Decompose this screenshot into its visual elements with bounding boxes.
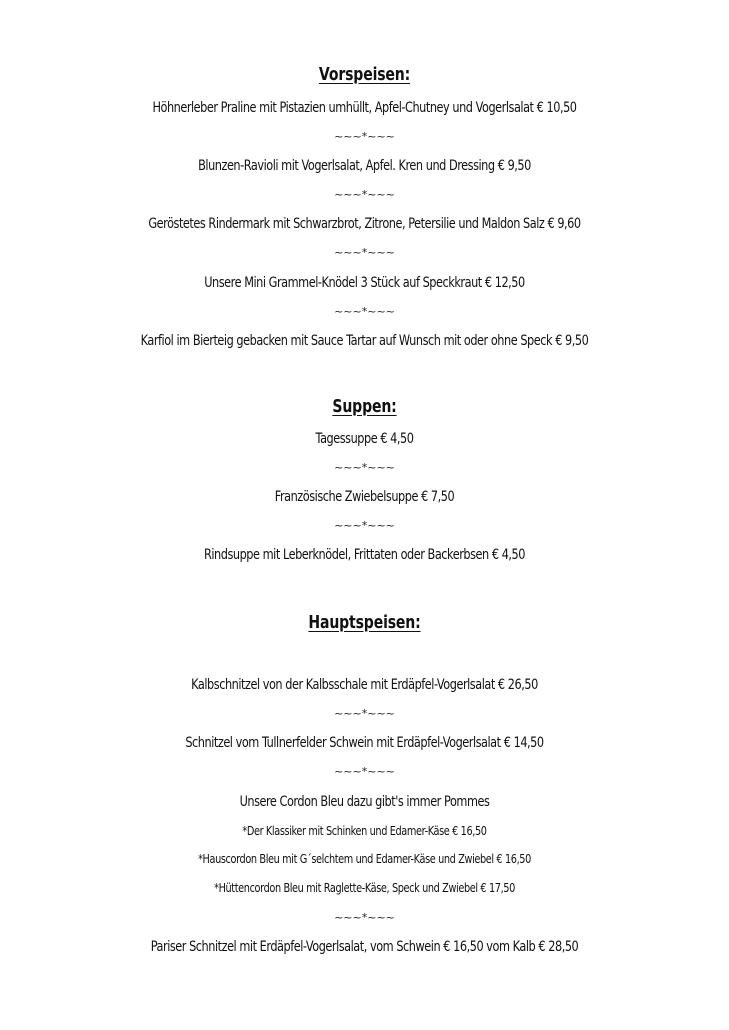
menu-item: Französische Zwiebelsuppe € 7,50 [274,489,455,505]
menu-item: Karfiol im Bierteig gebacken mit Sauce Tartar auf Wunsch mit oder ohne Speck € 9,50 [140,333,589,349]
separator: ~~~*~~~ [334,519,395,532]
separator: ~~~*~~~ [334,765,395,778]
heading-suppen: Suppen: [332,396,397,417]
menu-item: Tagessuppe € 4,50 [315,431,414,447]
separator: ~~~*~~~ [334,246,395,259]
menu-item: Unsere Cordon Bleu dazu gibt's immer Pommes [239,794,490,810]
menu-item: Schnitzel vom Tullnerfelder Schwein mit Erdäpfel-Vogerlsalat € 14,50 [185,735,544,751]
menu-item: Pariser Schnitzel mit Erdäpfel-Vogerlsalat, vom Schwein € 16,50 vom Kalb € 28,50 [150,939,579,955]
heading-hauptspeisen: Hauptspeisen: [308,612,421,633]
separator: ~~~*~~~ [334,305,395,318]
menu-item: Blunzen-Ravioli mit Vogerlsalat, Apfel. Kren und Dressing € 9,50 [198,158,531,174]
menu-subitem: *Hauscordon Bleu mit G´selchtem und Edamer-Käse und Zwiebel € 16,50 [198,851,531,866]
menu-item: Rindsuppe mit Leberknödel, Frittaten oder Backerbsen € 4,50 [203,547,526,563]
menu-subitem: *Hüttencordon Bleu mit Raglette-Käse, Speck und Zwiebel € 17,50 [214,880,515,895]
separator: ~~~*~~~ [334,130,395,143]
menu-item: Unsere Mini Grammel-Knödel 3 Stück auf Speckkraut € 12,50 [204,275,525,291]
menu-item: Geröstetes Rindermark mit Schwarzbrot, Zitrone, Petersilie und Maldon Salz € 9,60 [148,216,581,232]
menu-subitem: *Der Klassiker mit Schinken und Edamer-Käse € 16,50 [242,823,487,838]
menu-item: Kalbschnitzel von der Kalbsschale mit Erdäpfel-Vogerlsalat € 26,50 [191,677,538,693]
heading-vorspeisen: Vorspeisen: [318,64,411,85]
separator: ~~~*~~~ [334,707,395,720]
menu-item: Höhnerleber Praline mit Pistazien umhüllt, Apfel-Chutney und Vogerlsalat € 10,50 [152,100,577,116]
separator: ~~~*~~~ [334,911,395,924]
separator: ~~~*~~~ [334,461,395,474]
separator: ~~~*~~~ [334,188,395,201]
